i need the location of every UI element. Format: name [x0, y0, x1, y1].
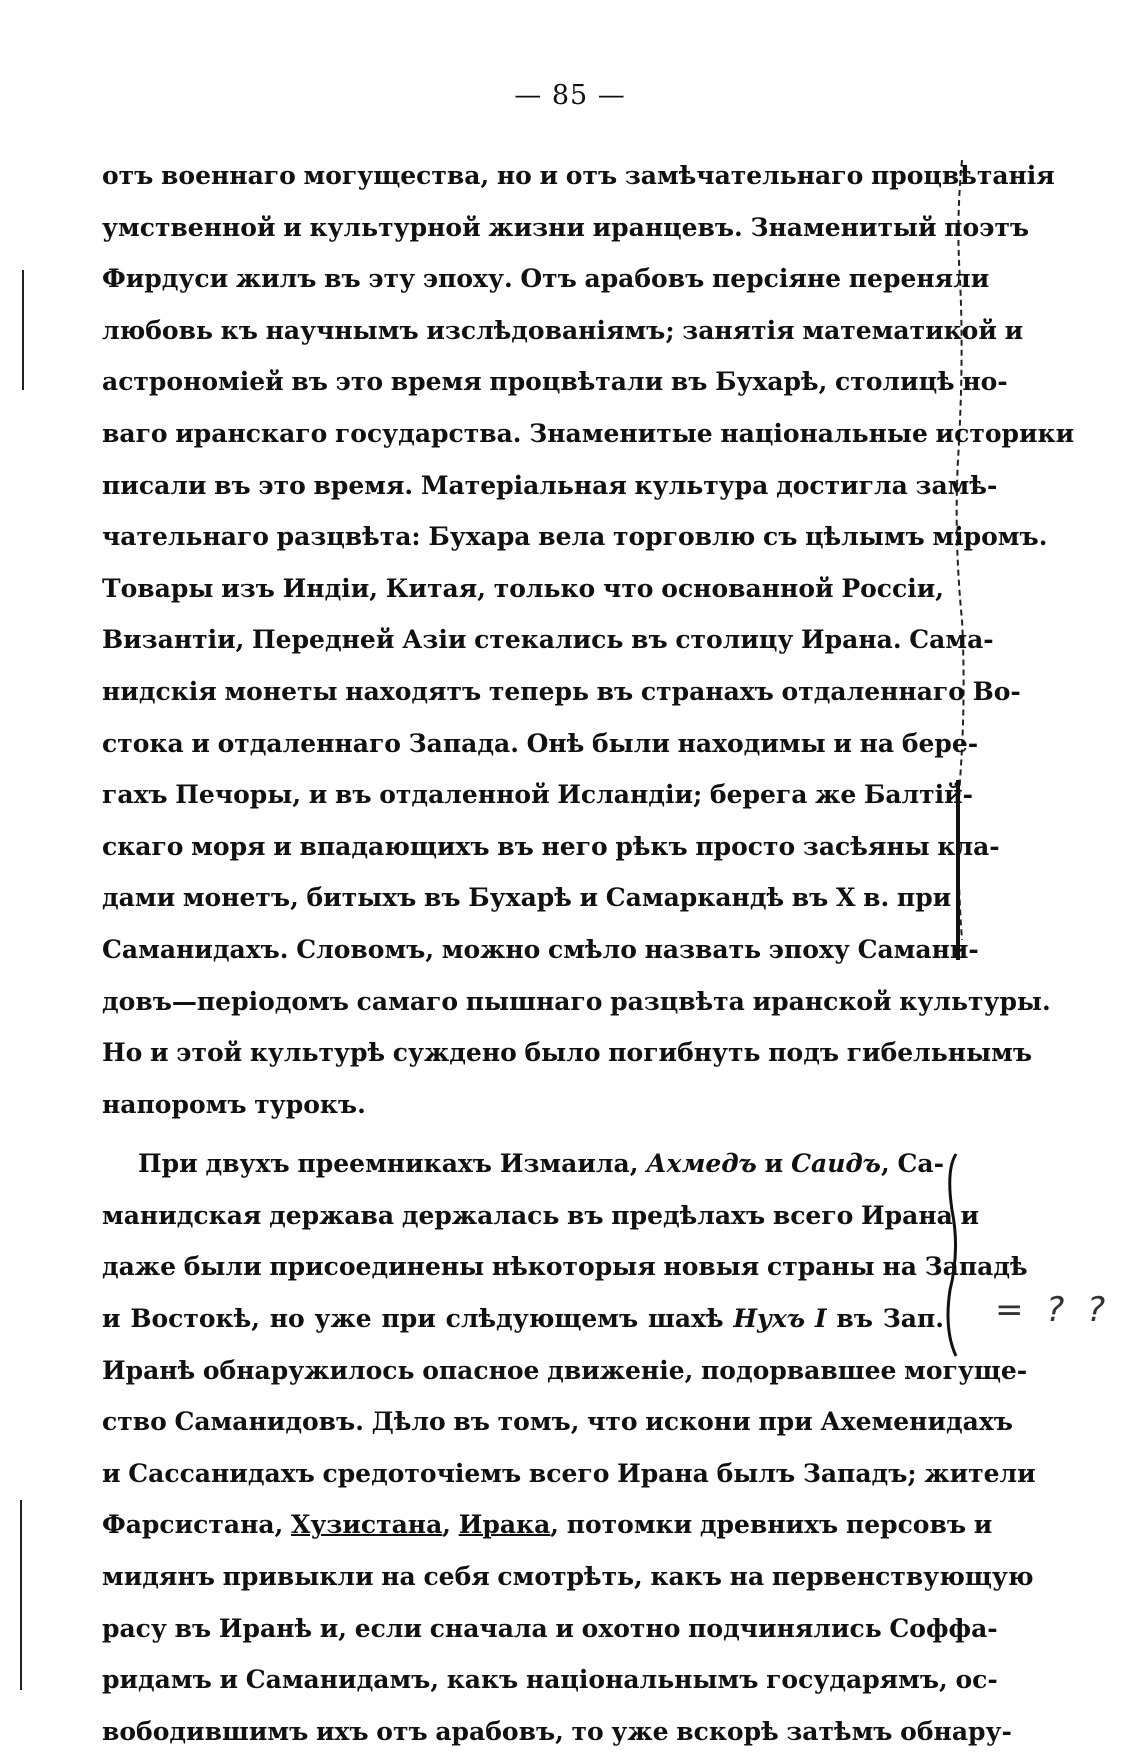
text-segment: въ Зап. — [826, 1304, 944, 1334]
text-segment: и Востокѣ, но уже при слѣдующемъ шахѣ — [102, 1304, 734, 1334]
text-line: нидскія монеты находятъ теперь въ странахъ отдаленнаго Во- — [102, 676, 1021, 706]
text-line: ство Саманидовъ. Дѣло въ томъ, что искони при Ахеменидахъ — [102, 1407, 1013, 1437]
text-line: Византіи, Передней Азіи стекались въ столицу Ирана. Сама- — [102, 625, 994, 655]
ruler-name-ahmed: Ахмедъ — [646, 1149, 757, 1179]
text-line: ваго иранскаго государства. Знаменитые національные историки — [102, 418, 1075, 448]
text-line: напоромъ турокъ. — [102, 1089, 366, 1119]
ruler-name-nuh: Нухъ I — [733, 1304, 827, 1334]
text-line: чательнаго разцвѣта: Бухара вела торговлю съ цѣлымъ міромъ. — [102, 522, 1048, 552]
text-line: гахъ Печоры, и въ отдаленной Исландіи; берега же Балтій- — [102, 780, 974, 810]
text-line: Фирдуси жилъ въ эту эпоху. Отъ арабовъ персіяне переняли — [102, 264, 990, 294]
text-line — [102, 1499, 993, 1551]
text-line: отъ военнаго могущества, но и отъ замѣчательнаго процвѣтанія — [102, 161, 1055, 190]
text-line: даже были присоединены нѣкоторыя новыя страны на Западѣ — [102, 1252, 1028, 1282]
text-segment: При двухъ преемникахъ Измаила, — [138, 1149, 647, 1179]
underlined-word-khuzistan: Хузистана — [290, 1510, 443, 1540]
text-line: манидская держава держалась въ предѣлахъ всего Ирана и — [102, 1200, 980, 1230]
text-line: астрономіей въ это время процвѣтали въ Бухарѣ, столицѣ но- — [102, 367, 1008, 397]
text-line: расу въ Иранѣ и, если сначала и охотно подчинялись Соффа- — [102, 1613, 998, 1643]
text-segment: , — [442, 1510, 459, 1540]
text-line: писали въ это время. Матеріальная культура достигла замѣ- — [102, 470, 998, 500]
text-line: ридамъ и Саманидамъ, какъ національнымъ государямъ, ос- — [102, 1665, 998, 1695]
paragraph-gap — [102, 1130, 944, 1138]
text-line: и Сассанидахъ средоточіемъ всего Ирана былъ Западъ; жители — [102, 1458, 1036, 1488]
text-segment: и — [756, 1149, 792, 1179]
text-line — [102, 1293, 944, 1345]
margin-annotation: = ? ? — [995, 1290, 1112, 1330]
left-edge-rule-bottom — [20, 1500, 22, 1690]
text-line: любовь къ научнымъ изслѣдованіямъ; занятія математикой и — [102, 315, 1024, 345]
text-segment: , Са- — [880, 1149, 944, 1179]
text-segment: Фарсистана, — [102, 1510, 291, 1540]
body-text — [102, 150, 1075, 1757]
text-line: довъ—періодомъ самаго пышнаго разцвѣта иранской культуры. — [102, 986, 1051, 1016]
left-edge-rule-top — [22, 270, 24, 390]
text-line: вободившимъ ихъ отъ арабовъ, то уже вскорѣ затѣмъ обнару- — [102, 1716, 1012, 1746]
page-number: — 85 — — [514, 80, 626, 111]
ruler-name-said: Саидъ — [791, 1149, 881, 1179]
text-line: дами монетъ, битыхъ въ Бухарѣ и Самаркандѣ въ X в. при — [102, 883, 952, 913]
text-line: умственной и культурной жизни иранцевъ. Знаменитый поэтъ — [102, 212, 1030, 242]
paragraph-1 — [102, 150, 1075, 1130]
text-line: Но и этой культурѣ суждено было погибнуть подъ гибельнымъ — [102, 1038, 1033, 1068]
text-line: Саманидахъ. Словомъ, можно смѣло назвать эпоху Самани- — [102, 934, 979, 964]
text-line: скаго моря и впадающихъ въ него рѣкъ просто засѣяны кла- — [102, 831, 1000, 861]
text-line: мидянъ привыкли на себя смотрѣть, какъ на первенствующую — [102, 1562, 1034, 1592]
text-line: Иранѣ обнаружилось опасное движеніе, подорвавшее могуще- — [102, 1355, 1028, 1385]
text-line: стока и отдаленнаго Запада. Онѣ были находимы и на бере- — [102, 728, 979, 758]
text-segment: , потомки древнихъ персовъ и — [550, 1510, 993, 1540]
text-line — [102, 1138, 944, 1190]
text-line: Товары изъ Индіи, Китая, только что основанной Россіи, — [102, 573, 944, 603]
underlined-word-iraka: Ирака — [458, 1510, 551, 1540]
paragraph-2 — [102, 1138, 1036, 1757]
